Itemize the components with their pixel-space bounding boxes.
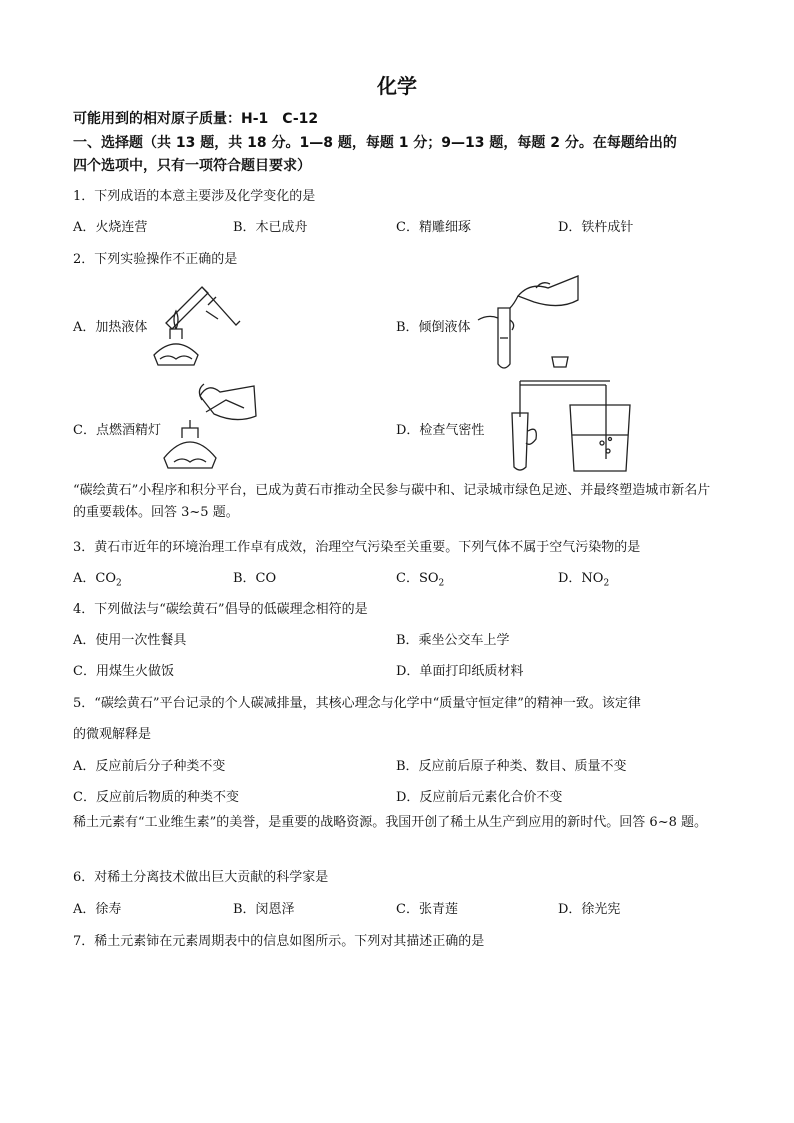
question-3-option-b[interactable]: B．CO — [233, 571, 277, 586]
question-1-option-a[interactable]: A．火烧连营 — [73, 220, 148, 235]
question-2-option-c[interactable]: C．点燃酒精灯 — [73, 423, 161, 438]
question-6-option-d[interactable]: D．徐光宪 — [558, 902, 621, 917]
question-4-option-a[interactable]: A．使用一次性餐具 — [73, 633, 187, 648]
lighting-alcohol-lamp-illustration — [156, 380, 266, 472]
airtightness-check-illustration — [490, 355, 640, 475]
question-4-option-b[interactable]: B．乘坐公交车上学 — [396, 633, 510, 648]
question-5-stem-line1: 5．“碳绘黄石”平台记录的个人碳减排量，其核心理念与化学中“质量守恒定律”的精神一致。该定律 — [73, 696, 641, 711]
question-1-option-c[interactable]: C．精雕细琢 — [396, 220, 471, 235]
section-heading-line1: 一、选择题（共 13 题，共 18 分。1—8 题，每题 1 分；9—13 题，每题 2 分。在每题给出的 — [73, 135, 677, 151]
question-5-stem-line2: 的微观解释是 — [73, 727, 152, 742]
question-3-option-a[interactable]: A．$CO_2$ — [73, 571, 122, 589]
question-4-stem: 4．下列做法与“碳绘黄石”倡导的低碳理念相符的是 — [73, 602, 368, 617]
section-heading-line2: 四个选项中，只有一项符合题目要求） — [73, 158, 311, 174]
question-3-option-c[interactable]: C．$SO_2$ — [396, 571, 445, 589]
question-7-stem: 7．稀土元素铈在元素周期表中的信息如图所示。下列对其描述正确的是 — [73, 934, 485, 949]
question-2-option-d[interactable]: D．检查气密性 — [396, 423, 485, 438]
question-5-option-d[interactable]: D．反应前后元素化合价不变 — [396, 790, 563, 805]
question-3-stem: 3．黄石市近年的环境治理工作卓有成效，治理空气污染至关重要。下列气体不属于空气污染物的是 — [73, 540, 641, 555]
question-2-stem: 2．下列实验操作不正确的是 — [73, 252, 238, 267]
question-3-option-d[interactable]: D．$NO_2$ — [558, 571, 610, 589]
heating-liquid-illustration — [146, 273, 246, 371]
question-5-option-b[interactable]: B．反应前后原子种类、数目、质量不变 — [396, 759, 627, 774]
question-4-option-d[interactable]: D．单面打印纸质材料 — [396, 664, 524, 679]
question-6-option-a[interactable]: A．徐寿 — [73, 902, 122, 917]
question-5-option-a[interactable]: A．反应前后分子种类不变 — [73, 759, 226, 774]
question-1-option-b[interactable]: B．木已成舟 — [233, 220, 308, 235]
passage-carbon-platform: “碳绘黄石”小程序和积分平台，已成为黄石市推动全民参与碳中和、记录城市绿色足迹、并最终塑造城市新名片的重要载体。回答 3~5 题。 — [73, 483, 711, 520]
passage-rare-earth: 稀土元素有“工业维生素”的美誉，是重要的战略资源。我国开创了稀土从生产到应用的新时代。回答 6~8 题。 — [73, 815, 707, 830]
atomic-mass-note: 可能用到的相对原子质量：H-1 C-12 — [73, 111, 319, 127]
question-1-stem: 1．下列成语的本意主要涉及化学变化的是 — [73, 189, 316, 204]
question-6-stem: 6．对稀土分离技术做出巨大贡献的科学家是 — [73, 870, 329, 885]
question-2-option-a[interactable]: A．加热液体 — [73, 320, 148, 335]
question-2-option-b[interactable]: B．倾倒液体 — [396, 320, 471, 335]
question-5-option-c[interactable]: C．反应前后物质的种类不变 — [73, 790, 239, 805]
question-4-option-c[interactable]: C．用煤生火做饭 — [73, 664, 174, 679]
question-1-option-d[interactable]: D．铁杵成针 — [558, 220, 634, 235]
question-6-option-c[interactable]: C．张青莲 — [396, 902, 458, 917]
page-title: 化学 — [377, 74, 417, 98]
question-6-option-b[interactable]: B．闵恩泽 — [233, 902, 295, 917]
